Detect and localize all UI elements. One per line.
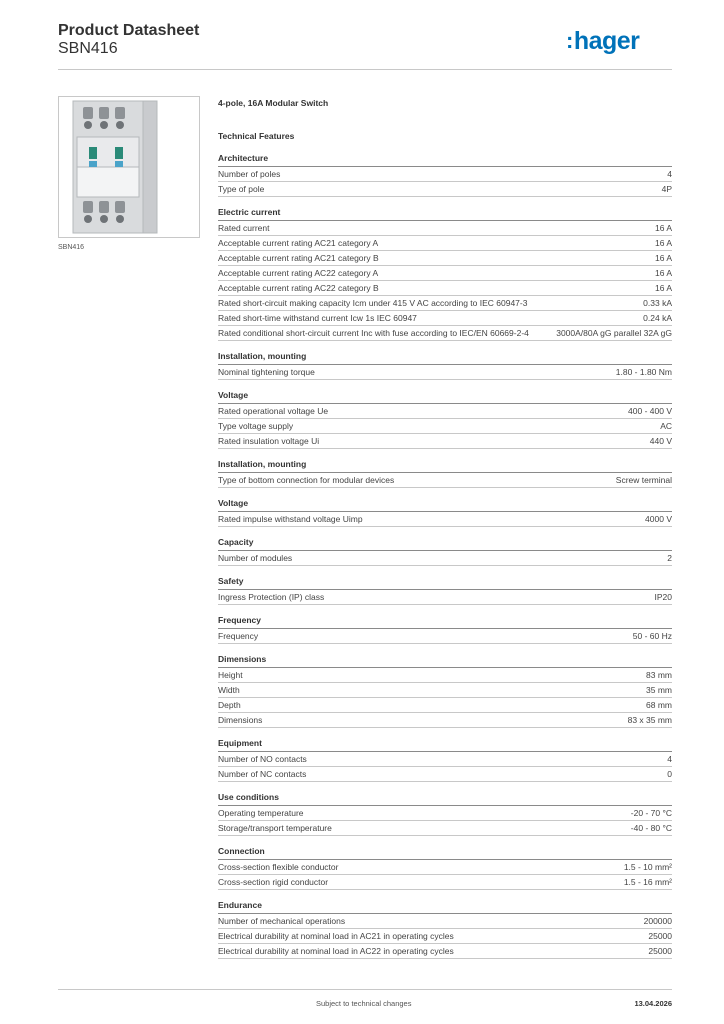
section-title: Installation, mounting bbox=[218, 449, 672, 473]
spec-section bbox=[218, 644, 672, 728]
spec-label: Rated impulse withstand voltage Uimp bbox=[218, 514, 363, 524]
spec-value: 68 mm bbox=[646, 700, 672, 710]
spec-row bbox=[218, 221, 672, 236]
spec-section bbox=[218, 836, 672, 890]
spec-row bbox=[218, 419, 672, 434]
spec-label: Storage/transport temperature bbox=[218, 823, 332, 833]
spec-value: 16 A bbox=[654, 283, 672, 293]
spec-value: 3000A/80A gG parallel 32A gG bbox=[556, 328, 672, 338]
spec-row bbox=[218, 860, 672, 875]
spec-value: 83 x 35 mm bbox=[627, 715, 672, 725]
section-title: Voltage bbox=[218, 488, 672, 512]
spec-row bbox=[218, 251, 672, 266]
spec-section bbox=[218, 449, 672, 488]
spec-value: 0.33 kA bbox=[643, 298, 672, 308]
spec-label: Number of NO contacts bbox=[218, 754, 307, 764]
spec-row bbox=[218, 698, 672, 713]
spec-label: Acceptable current rating AC21 category A bbox=[218, 238, 379, 248]
section-title: Voltage bbox=[218, 380, 672, 404]
spec-label: Operating temperature bbox=[218, 808, 304, 818]
spec-section bbox=[218, 890, 672, 959]
spec-value: 1.5 - 10 mm² bbox=[623, 862, 672, 872]
spec-value: 25000 bbox=[648, 946, 672, 956]
spec-row bbox=[218, 914, 672, 929]
spec-row bbox=[218, 767, 672, 782]
spec-row bbox=[218, 683, 672, 698]
product-code: SBN416 bbox=[58, 40, 118, 57]
spec-value: 50 - 60 Hz bbox=[632, 631, 672, 641]
section-title: Installation, mounting bbox=[218, 341, 672, 365]
spec-value: 4P bbox=[661, 184, 672, 194]
spec-label: Rated operational voltage Ue bbox=[218, 406, 329, 416]
spec-label: Rated short-circuit making capacity Icm under 415 V AC according to IEC 60947-3 bbox=[218, 298, 528, 308]
spec-row bbox=[218, 821, 672, 836]
spec-row bbox=[218, 512, 672, 527]
spec-label: Rated short-time withstand current Icw 1s IEC 60947 bbox=[218, 313, 417, 323]
section-title: Connection bbox=[218, 836, 672, 860]
spec-label: Nominal tightening torque bbox=[218, 367, 315, 377]
spec-row bbox=[218, 752, 672, 767]
section-title: Electric current bbox=[218, 197, 672, 221]
spec-label: Width bbox=[218, 685, 240, 695]
spec-label: Rated conditional short-circuit current Inc with fuse according to IEC/EN 60669-2-4 bbox=[218, 328, 529, 338]
technical-content bbox=[218, 96, 672, 959]
spec-row bbox=[218, 713, 672, 728]
spec-section bbox=[218, 488, 672, 527]
spec-value: 83 mm bbox=[646, 670, 672, 680]
spec-value: -20 - 70 °C bbox=[630, 808, 672, 818]
spec-section bbox=[218, 341, 672, 380]
spec-label: Rated current bbox=[218, 223, 270, 233]
section-title: Dimensions bbox=[218, 644, 672, 668]
spec-value: 1.80 - 1.80 Nm bbox=[615, 367, 672, 377]
spec-row bbox=[218, 944, 672, 959]
section-title: Frequency bbox=[218, 605, 672, 629]
spec-value: 16 A bbox=[654, 223, 672, 233]
spec-row bbox=[218, 806, 672, 821]
spec-value: 16 A bbox=[654, 268, 672, 278]
spec-value: 440 V bbox=[649, 436, 672, 446]
spec-section bbox=[218, 143, 672, 197]
section-title: Safety bbox=[218, 566, 672, 590]
spec-row bbox=[218, 473, 672, 488]
spec-value: 4 bbox=[667, 754, 672, 764]
spec-value: 0 bbox=[667, 769, 672, 779]
spec-section bbox=[218, 527, 672, 566]
spec-row bbox=[218, 404, 672, 419]
hager-logo bbox=[566, 26, 639, 56]
spec-row bbox=[218, 326, 672, 341]
spec-value: 16 A bbox=[654, 253, 672, 263]
spec-label: Acceptable current rating AC21 category B bbox=[218, 253, 379, 263]
spec-label: Height bbox=[218, 670, 243, 680]
spec-row bbox=[218, 266, 672, 281]
spec-label: Type of pole bbox=[218, 184, 265, 194]
spec-label: Number of poles bbox=[218, 169, 281, 179]
spec-label: Type voltage supply bbox=[218, 421, 294, 431]
spec-label: Ingress Protection (IP) class bbox=[218, 592, 325, 602]
logo-dots-icon: : bbox=[566, 28, 573, 53]
spec-section bbox=[218, 605, 672, 644]
spec-value: 1.5 - 16 mm² bbox=[623, 877, 672, 887]
spec-value: AC bbox=[660, 421, 672, 431]
spec-row bbox=[218, 236, 672, 251]
spec-label: Type of bottom connection for modular devices bbox=[218, 475, 395, 485]
spec-value: 25000 bbox=[648, 931, 672, 941]
spec-row bbox=[218, 929, 672, 944]
spec-label: Electrical durability at nominal load in AC22 in operating cycles bbox=[218, 946, 454, 956]
spec-value: 200000 bbox=[643, 916, 672, 926]
spec-label: Number of mechanical operations bbox=[218, 916, 346, 926]
spec-row bbox=[218, 590, 672, 605]
spec-label: Frequency bbox=[218, 631, 259, 641]
feature-sections bbox=[218, 143, 672, 959]
spec-row bbox=[218, 365, 672, 380]
spec-label: Acceptable current rating AC22 category A bbox=[218, 268, 379, 278]
footer-date: 13.04.2026 bbox=[634, 999, 672, 1008]
spec-value: 35 mm bbox=[646, 685, 672, 695]
spec-row bbox=[218, 296, 672, 311]
spec-label: Acceptable current rating AC22 category B bbox=[218, 283, 379, 293]
spec-value: -40 - 80 °C bbox=[630, 823, 672, 833]
modular-switch-icon bbox=[59, 97, 199, 237]
section-title: Endurance bbox=[218, 890, 672, 914]
section-title: Use conditions bbox=[218, 782, 672, 806]
spec-row bbox=[218, 875, 672, 890]
spec-row bbox=[218, 182, 672, 197]
spec-label: Dimensions bbox=[218, 715, 263, 725]
footer-note: Subject to technical changes bbox=[316, 999, 412, 1008]
page-title: Product Datasheet bbox=[58, 22, 200, 39]
logo-text: hager bbox=[573, 27, 640, 55]
features-heading: Technical Features bbox=[218, 131, 295, 141]
spec-row bbox=[218, 167, 672, 182]
spec-label: Number of NC contacts bbox=[218, 769, 307, 779]
spec-value: 16 A bbox=[654, 238, 672, 248]
spec-value: 4 bbox=[667, 169, 672, 179]
spec-row bbox=[218, 629, 672, 644]
spec-section bbox=[218, 380, 672, 449]
product-image bbox=[58, 96, 200, 238]
section-title: Equipment bbox=[218, 728, 672, 752]
spec-section bbox=[218, 197, 672, 341]
spec-value: 0.24 kA bbox=[643, 313, 672, 323]
spec-row bbox=[218, 668, 672, 683]
spec-row bbox=[218, 281, 672, 296]
image-caption: SBN416 bbox=[58, 244, 85, 251]
spec-row bbox=[218, 434, 672, 449]
spec-value: 2 bbox=[667, 553, 672, 563]
spec-value: IP20 bbox=[654, 592, 672, 602]
spec-label: Cross-section flexible conductor bbox=[218, 862, 339, 872]
spec-value: 400 - 400 V bbox=[628, 406, 672, 416]
product-title: 4-pole, 16A Modular Switch bbox=[218, 98, 329, 108]
spec-label: Cross-section rigid conductor bbox=[218, 877, 329, 887]
spec-value: Screw terminal bbox=[615, 475, 672, 485]
spec-section bbox=[218, 566, 672, 605]
spec-label: Depth bbox=[218, 700, 241, 710]
spec-label: Electrical durability at nominal load in AC21 in operating cycles bbox=[218, 931, 454, 941]
spec-label: Number of modules bbox=[218, 553, 293, 563]
footer-divider bbox=[58, 989, 672, 990]
section-title: Capacity bbox=[218, 527, 672, 551]
spec-row bbox=[218, 551, 672, 566]
spec-label: Rated insulation voltage Ui bbox=[218, 436, 320, 446]
spec-section bbox=[218, 782, 672, 836]
spec-row bbox=[218, 311, 672, 326]
section-title: Architecture bbox=[218, 143, 672, 167]
spec-section bbox=[218, 728, 672, 782]
header-divider bbox=[58, 69, 672, 70]
spec-value: 4000 V bbox=[645, 514, 672, 524]
